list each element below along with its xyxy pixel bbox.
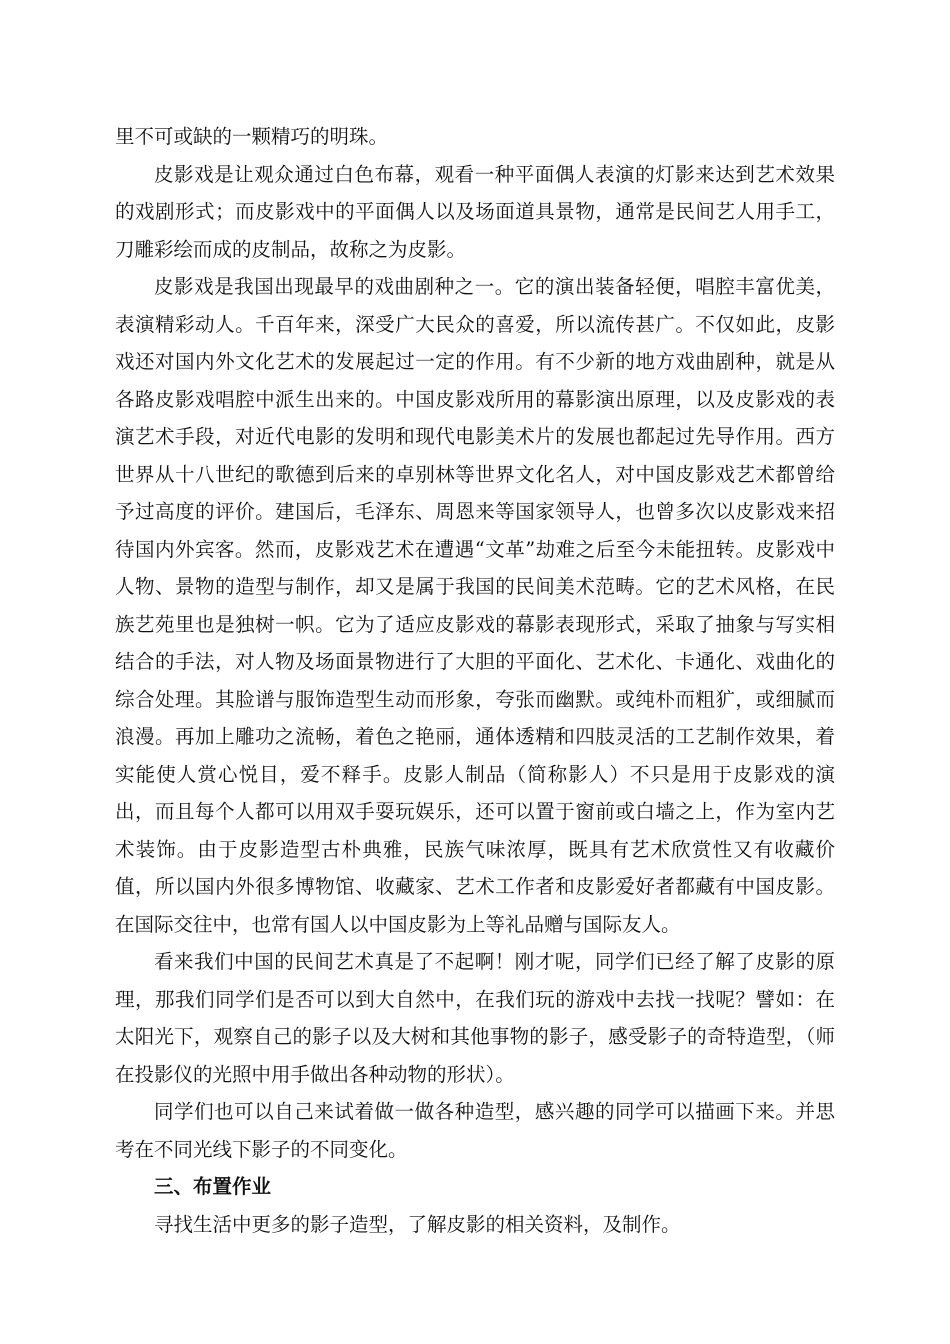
document-body — [115, 118, 835, 1243]
paragraph-shadow-play-definition: 皮影戏是让观众通过白色布幕，观看一种平面偶人表演的灯影来达到艺术效果的戏剧形式；而皮影戏中的平面偶人以及场面道具景物，通常是民间艺人用手工，刀雕彩绘而成的皮制品，故称之为皮影。 — [115, 162, 835, 261]
paragraph-student-practice: 同学们也可以自己来试着做一做各种造型，感兴趣的同学可以描画下来。并思考在不同光线下影子的不同变化。 — [115, 1100, 835, 1161]
paragraph-shadow-play-history: 皮影戏是我国出现最早的戏曲剧种之一。它的演出装备轻便，唱腔丰富优美，表演精彩动人。千百年来，深受广大民众的喜爱，所以流传甚广。不仅如此，皮影戏还对国内外文化艺术的发展起过一定的作用。有不少新的地方戏曲剧种，就是从各路皮影戏唱腔中派生出来的。中国皮影戏所用的幕影演出原理，以及皮影戏的表演艺术手段，对近代电影的发明和现代电影美术片的发展也都起过先导作用。西方世界从十八世纪的歌德到后来的卓别林等世界文化名人，对中国皮影戏艺术都曾给予过高度的评价。建国后，毛泽东、周恩来等国家领导人，也曾多次以皮影戏来招待国内外宾客。然而，皮影戏艺术在遭遇“文革”劫难之后至今未能扭转。皮影戏中人物、景物的造型与制作，却又是属于我国的民间美术范畴。它的艺术风格，在民族艺苑里也是独树一帜。它为了适应皮影戏的幕影表现形式，采取了抽象与写实相结合的手法，对人物及场面景物进行了大胆的平面化、艺术化、卡通化、戏曲化的综合处理。其脸谱与服饰造型生动而形象，夸张而幽默。或纯朴而粗犷，或细腻而浪漫。再加上雕功之流畅，着色之艳丽，通体透精和四肢灵活的工艺制作效果，着实能使人赏心悦目，爱不释手。皮影人制品（简称影人）不只是用于皮影戏的演出，而且每个人都可以用双手耍玩娱乐，还可以置于窗前或白墙之上，作为室内艺术装饰。由于皮影造型古朴典雅，民族气味浓厚，既具有艺术欣赏性又有收藏价值，所以国内外很多博物馆、收藏家、艺术工作者和皮影爱好者都藏有中国皮影。在国际交往中，也常有国人以中国皮影为上等礼品赠与国际友人。 — [115, 275, 835, 936]
paragraph-continuation: 里不可或缺的一颗精巧的明珠。 — [115, 125, 389, 148]
section-heading-homework: 三、布置作业 — [154, 1175, 272, 1198]
paragraph-homework: 寻找生活中更多的影子造型，了解皮影的相关资料，及制作。 — [154, 1212, 681, 1236]
paragraph-nature-activity: 看来我们中国的民间艺术真是了不起啊！刚才呢，同学们已经了解了皮影的原理，那我们同学们是否可以到大自然中，在我们玩的游戏中去找一找呢？譬如：在太阳光下，观察自己的影子以及大树和其他事物的影子，感受影子的奇特造型，（师在投影仪的光照中用手做出各种动物的形状）。 — [115, 950, 835, 1086]
